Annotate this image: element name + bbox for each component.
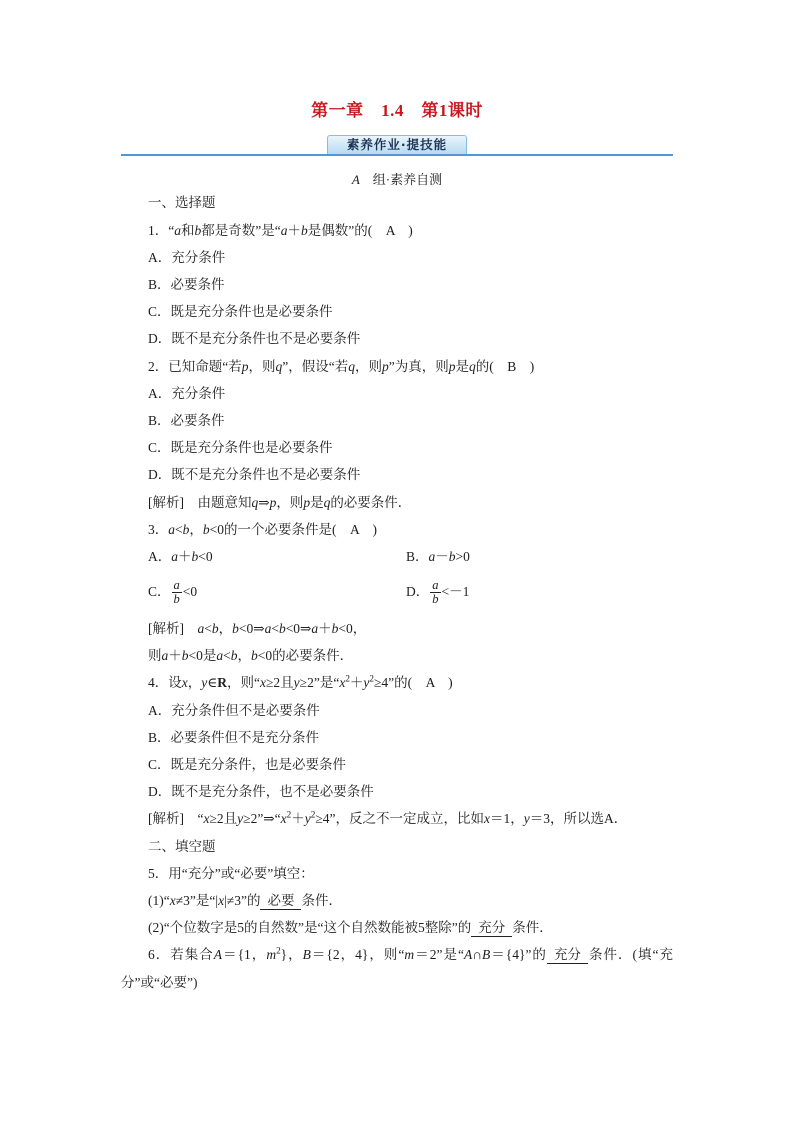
- text-run: ，: [187, 675, 202, 691]
- banner-divider: [121, 154, 673, 156]
- math-variable: x: [218, 893, 225, 909]
- text-run: }，: [280, 947, 303, 963]
- math-variable: b: [211, 621, 219, 637]
- math-variable: a: [216, 648, 224, 664]
- text-run: ＋: [291, 811, 305, 827]
- text-run: D．既不是充分条件也不是必要条件: [148, 331, 361, 347]
- superscript: 2: [286, 809, 292, 820]
- answer-blank: 充分: [547, 947, 588, 964]
- text-run: A．充分条件但不是必要条件: [148, 702, 320, 718]
- answer-blank: 充分: [471, 920, 512, 937]
- answer-option: [121, 751, 673, 778]
- text-run: A．充分条件: [148, 249, 226, 265]
- math-variable: a: [168, 521, 175, 537]
- text-run: 3．: [148, 521, 169, 537]
- math-variable: B: [481, 947, 491, 963]
- text-run: 4．设: [148, 675, 182, 691]
- text-run: ，则: [248, 358, 276, 374]
- math-variable: a: [428, 549, 436, 565]
- text-run: <: [175, 521, 183, 537]
- text-run: 的必要条件．: [330, 494, 412, 510]
- fraction-numerator: a: [432, 577, 439, 592]
- math-variable: b: [448, 549, 456, 565]
- answer-option: [121, 271, 673, 298]
- text-run: <: [271, 621, 279, 637]
- text-run: <: [204, 621, 212, 637]
- text-run: ∈: [207, 675, 218, 691]
- answer-option: [406, 543, 673, 570]
- analysis-text: [121, 615, 673, 642]
- answer-option: [121, 407, 673, 434]
- text-run: <0⇒: [285, 621, 312, 637]
- text-run: [解析]: [148, 621, 198, 637]
- text-run: ≥2且: [266, 675, 294, 691]
- math-variable: A: [213, 947, 223, 963]
- math-variable: m: [266, 947, 277, 963]
- text-run: 条件．: [512, 920, 553, 936]
- text-run: <0: [182, 584, 198, 600]
- math-variable: y: [293, 675, 300, 691]
- text-run: 1．“: [148, 222, 175, 238]
- section-heading: [121, 189, 673, 216]
- text-run: [解析] 由题意知: [148, 494, 252, 510]
- text-run: 一、选择题: [148, 195, 216, 211]
- text-run: <0的必要条件．: [257, 648, 354, 664]
- math-variable: a: [197, 621, 205, 637]
- text-run: ≥2且: [209, 811, 238, 827]
- text-run: 2．已知命题“若: [148, 358, 242, 374]
- math-variable: b: [182, 521, 190, 537]
- math-variable: q: [251, 494, 259, 510]
- section-heading: [121, 833, 673, 860]
- text-run: ，则“: [227, 675, 260, 691]
- text-run: <－1: [441, 584, 470, 600]
- text-run: ，: [218, 621, 233, 637]
- text-run: D．: [406, 584, 430, 600]
- question-stem: [121, 941, 673, 995]
- text-run: ≥4”的( A ): [374, 675, 453, 691]
- text-run: C．既是充分条件，也是必要条件: [148, 757, 347, 773]
- option-pair: [121, 543, 673, 570]
- superscript: 2: [310, 809, 316, 820]
- text-run: 二、填空题: [148, 838, 216, 854]
- text-run: ，则: [354, 358, 382, 374]
- text-run: ＋: [349, 675, 364, 691]
- text-run: 是: [455, 358, 469, 374]
- math-variable: q: [323, 494, 331, 510]
- math-variable: y: [523, 811, 530, 827]
- math-variable: x: [260, 675, 266, 691]
- text-run: >0: [455, 549, 470, 565]
- text-run: ＋: [168, 648, 182, 664]
- math-variable: a: [174, 222, 181, 238]
- text-run: ＝{2，4}，则“: [310, 947, 405, 963]
- text-run: 是: [310, 494, 324, 510]
- text-run: ＝1，: [489, 811, 524, 827]
- fraction-numerator: a: [173, 577, 180, 592]
- text-run: 和: [181, 222, 195, 238]
- fraction-denominator: b: [432, 592, 439, 607]
- text-run: ≥4”，反之不一定成立，比如: [315, 811, 484, 827]
- text-run: B．必要条件: [148, 413, 225, 429]
- text-run: ⇒: [258, 494, 270, 510]
- text-run: A．: [148, 549, 172, 565]
- math-variable: a: [264, 621, 272, 637]
- math-variable: x: [280, 811, 287, 827]
- answer-option: [121, 244, 673, 271]
- body-text: [121, 914, 673, 941]
- math-variable: y: [304, 811, 311, 827]
- body-text: [121, 642, 673, 669]
- math-variable: a: [280, 222, 288, 238]
- text-run: 组·素养自测: [359, 172, 443, 187]
- answer-option: [406, 578, 673, 607]
- text-run: C．既是充分条件也是必要条件: [148, 304, 333, 320]
- text-run: B．必要条件但不是充分条件: [148, 729, 320, 745]
- text-run: 条件．(填“充分”或“必要”): [121, 947, 674, 990]
- text-run: B．必要条件: [148, 277, 225, 292]
- group-heading: [0, 170, 794, 190]
- math-variable: p: [448, 358, 456, 374]
- answer-blank: 必要: [260, 893, 301, 910]
- math-variable: a: [171, 549, 178, 565]
- fraction: [430, 579, 440, 608]
- math-variable: q: [275, 358, 283, 374]
- text-run: ∩: [472, 947, 482, 963]
- text-run: ＝{4}”的: [490, 947, 547, 963]
- math-variable: x: [181, 675, 188, 691]
- text-run: |≠3”的: [224, 893, 261, 909]
- math-variable: q: [468, 358, 476, 374]
- text-run: 则: [148, 648, 162, 664]
- answer-option: [121, 380, 673, 407]
- answer-option: [121, 325, 673, 352]
- exercise-body: [121, 189, 673, 995]
- math-variable: b: [251, 648, 258, 664]
- math-variable: y: [237, 811, 244, 827]
- text-run: 条件．: [301, 893, 342, 909]
- math-variable: y: [363, 675, 370, 691]
- math-variable: x: [203, 811, 210, 827]
- math-variable: p: [241, 358, 249, 374]
- answer-option: [121, 298, 673, 325]
- math-variable: B: [302, 947, 311, 963]
- question-stem: [121, 217, 673, 244]
- text-run: ＋: [318, 621, 332, 637]
- text-run: ，: [237, 648, 251, 664]
- math-variable: b: [191, 549, 199, 565]
- text-run: ＋: [287, 222, 301, 238]
- math-variable: q: [348, 358, 355, 374]
- text-run: (2)“个位数字是5的自然数”是“这个自然数能被5整除”的: [148, 920, 472, 936]
- text-run: <0的一个必要条件是( A ): [209, 521, 377, 537]
- text-run: <: [223, 648, 231, 664]
- math-set-symbol: R: [217, 675, 227, 691]
- answer-option: [121, 434, 673, 461]
- math-variable: x: [339, 675, 346, 691]
- math-variable: A: [351, 172, 360, 187]
- superscript: 2: [369, 673, 375, 684]
- math-variable: x: [483, 811, 490, 827]
- text-run: ＝2”是“: [414, 947, 464, 963]
- superscript: 2: [345, 673, 350, 684]
- chapter-title: 第一章 1.4 第1课时: [311, 101, 483, 120]
- text-run: <0⇒: [238, 621, 265, 637]
- fraction: [172, 579, 182, 608]
- text-run: ＝{1，: [222, 947, 267, 963]
- math-variable: p: [269, 494, 277, 510]
- text-run: ≥2”⇒“: [243, 811, 281, 827]
- text-run: ≠3”是“|: [175, 893, 219, 909]
- text-run: 6．若集合: [148, 947, 214, 963]
- math-variable: b: [331, 621, 339, 637]
- text-run: <0: [198, 549, 213, 565]
- math-variable: b: [232, 621, 239, 637]
- text-run: ＝3，所以选A．: [529, 811, 628, 827]
- answer-option: [148, 578, 406, 607]
- math-variable: b: [278, 621, 286, 637]
- text-run: D．既不是充分条件也不是必要条件: [148, 467, 361, 483]
- text-run: ”，假设“若: [282, 358, 349, 374]
- text-run: ≥2”是“: [299, 675, 340, 691]
- text-run: C．既是充分条件也是必要条件: [148, 440, 333, 456]
- answer-option: [121, 778, 673, 805]
- text-run: A．充分条件: [148, 385, 226, 401]
- answer-option: [121, 461, 673, 488]
- text-run: －: [435, 549, 449, 565]
- section-banner: 素养作业·提技能: [327, 135, 467, 154]
- math-variable: a: [311, 621, 319, 637]
- text-run: ”为真，则: [388, 358, 449, 374]
- text-run: [解析] “: [148, 811, 204, 827]
- text-run: 5．用“充分”或“必要”填空：: [148, 865, 314, 881]
- math-variable: b: [194, 222, 202, 238]
- option-pair: [121, 570, 673, 615]
- math-variable: y: [201, 675, 208, 691]
- text-run: ，则: [276, 494, 304, 510]
- question-stem: [121, 669, 673, 696]
- answer-option: [121, 697, 673, 724]
- question-stem: [121, 353, 673, 380]
- math-variable: m: [404, 947, 415, 963]
- math-variable: p: [303, 494, 311, 510]
- math-variable: p: [381, 358, 389, 374]
- answer-option: [148, 543, 406, 570]
- text-run: ，: [189, 521, 203, 537]
- text-run: ＋: [178, 549, 192, 565]
- text-run: C．: [148, 584, 171, 600]
- text-run: <0，: [338, 621, 367, 637]
- superscript: 2: [276, 945, 281, 956]
- text-run: <0是: [188, 648, 217, 664]
- text-run: (1)“: [148, 893, 170, 909]
- math-variable: b: [202, 521, 210, 537]
- math-variable: b: [300, 222, 308, 238]
- body-text: [121, 887, 673, 914]
- analysis-text: [121, 805, 673, 832]
- answer-option: [121, 724, 673, 751]
- text-run: 都是奇数”是“: [201, 222, 281, 238]
- math-variable: b: [230, 648, 238, 664]
- fraction-denominator: b: [173, 592, 180, 607]
- math-variable: a: [161, 648, 169, 664]
- math-variable: x: [169, 893, 176, 909]
- math-variable: A: [463, 947, 473, 963]
- math-variable: b: [181, 648, 189, 664]
- analysis-text: [121, 489, 673, 516]
- question-stem: [121, 860, 673, 887]
- text-run: 是偶数”的( A ): [307, 222, 413, 238]
- question-stem: [121, 516, 673, 543]
- text-run: 的( B ): [475, 358, 535, 374]
- text-run: B．: [406, 549, 429, 565]
- text-run: D．既不是充分条件，也不是必要条件: [148, 784, 374, 800]
